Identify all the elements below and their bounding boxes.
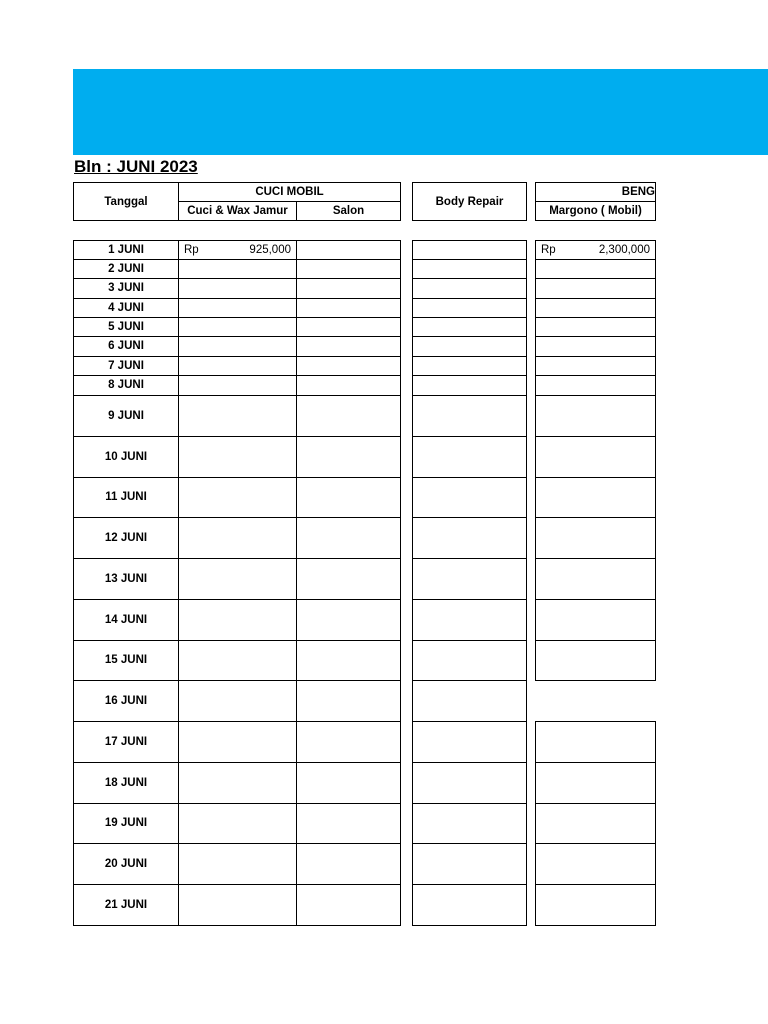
cell-cuci-wax [179, 517, 297, 559]
cell-salon [297, 259, 401, 279]
row-date: 7 JUNI [73, 356, 179, 376]
row-date: 6 JUNI [73, 336, 179, 357]
cell-cuci-wax [179, 356, 297, 376]
cell-cuci-wax [179, 240, 297, 260]
row-date: 17 JUNI [73, 721, 179, 763]
cell-cuci-wax [179, 259, 297, 279]
cell-bengkel [535, 721, 656, 763]
cell-body-repair [412, 298, 527, 318]
cell-cuci-wax [179, 336, 297, 357]
cell-cuci-wax [179, 395, 297, 437]
cell-body-repair [412, 680, 527, 722]
cell-salon [297, 278, 401, 299]
cell-cuci-wax [179, 640, 297, 681]
currency-label: Rp [541, 244, 556, 256]
cell-cuci-wax [179, 884, 297, 926]
cell-body-repair [412, 395, 527, 437]
cell-body-repair [412, 356, 527, 376]
cell-bengkel [535, 436, 656, 478]
cell-salon [297, 356, 401, 376]
cell-bengkel [535, 259, 656, 279]
cell-salon [297, 298, 401, 318]
row-date: 16 JUNI [73, 680, 179, 722]
page-title: Bln : JUNI 2023 [74, 157, 198, 176]
cell-salon [297, 762, 401, 804]
cell-salon [297, 436, 401, 478]
cell-salon [297, 477, 401, 518]
cell-bengkel [535, 336, 656, 357]
header-body-repair: Body Repair [412, 182, 527, 221]
cell-bengkel [535, 298, 656, 318]
cell-bengkel [535, 517, 656, 559]
row-date: 12 JUNI [73, 517, 179, 559]
cell-bengkel [535, 884, 656, 926]
cell-body-repair [412, 240, 527, 260]
cell-bengkel [535, 640, 656, 681]
cell-body-repair [412, 558, 527, 600]
row-date: 15 JUNI [73, 640, 179, 681]
cell-bengkel [535, 395, 656, 437]
cell-bengkel [535, 558, 656, 600]
cell-salon [297, 640, 401, 681]
cell-salon [297, 336, 401, 357]
cell-bengkel [535, 843, 656, 885]
cell-salon [297, 558, 401, 600]
cell-cuci-wax [179, 375, 297, 396]
cell-cuci-wax [179, 558, 297, 600]
cell-body-repair [412, 721, 527, 763]
cell-cuci-wax [179, 298, 297, 318]
row-date: 5 JUNI [73, 317, 179, 337]
row-date: 21 JUNI [73, 884, 179, 926]
cell-bengkel [535, 599, 656, 641]
cell-salon [297, 517, 401, 559]
cell-cuci-wax [179, 436, 297, 478]
row-date: 14 JUNI [73, 599, 179, 641]
row-date: 20 JUNI [73, 843, 179, 885]
cell-bengkel [535, 240, 656, 260]
header-salon: Salon [297, 201, 401, 221]
cell-body-repair [412, 278, 527, 299]
header-bengkel: BENG [535, 182, 656, 202]
row-date: 3 JUNI [73, 278, 179, 299]
row-date: 8 JUNI [73, 375, 179, 396]
cell-salon [297, 803, 401, 844]
cell-cuci-wax [179, 843, 297, 885]
cell-salon [297, 317, 401, 337]
cell-cuci-wax [179, 803, 297, 844]
cell-bengkel [535, 375, 656, 396]
row-date: 10 JUNI [73, 436, 179, 478]
cell-body-repair [412, 436, 527, 478]
header-tanggal: Tanggal [73, 182, 179, 221]
cell-cuci-wax [179, 721, 297, 763]
cell-bengkel [535, 278, 656, 299]
row-date: 11 JUNI [73, 477, 179, 518]
cell-body-repair [412, 259, 527, 279]
cell-body-repair [412, 517, 527, 559]
cell-body-repair [412, 477, 527, 518]
row-date: 4 JUNI [73, 298, 179, 318]
cell-cuci-wax [179, 680, 297, 722]
cell-salon [297, 240, 401, 260]
cell-salon [297, 721, 401, 763]
row-date: 1 JUNI [73, 240, 179, 260]
cell-cuci-wax [179, 278, 297, 299]
cell-body-repair [412, 640, 527, 681]
cell-bengkel [535, 477, 656, 518]
cell-cuci-wax [179, 599, 297, 641]
header-margono: Margono ( Mobil) [535, 201, 656, 221]
cell-body-repair [412, 762, 527, 804]
row-date: 13 JUNI [73, 558, 179, 600]
cell-salon [297, 375, 401, 396]
header-banner [73, 69, 768, 155]
cell-cuci-wax [179, 762, 297, 804]
cell-salon [297, 680, 401, 722]
cell-bengkel [535, 803, 656, 844]
cell-body-repair [412, 803, 527, 844]
cell-salon [297, 884, 401, 926]
header-cuci-mobil: CUCI MOBIL [179, 182, 401, 202]
cell-cuci-wax [179, 317, 297, 337]
currency-label: Rp [184, 244, 199, 256]
cell-salon [297, 843, 401, 885]
amount-value: 2,300,000 [598, 244, 650, 256]
cell-bengkel [535, 762, 656, 804]
cell-bengkel [535, 356, 656, 376]
cell-bengkel [535, 317, 656, 337]
row-date: 19 JUNI [73, 803, 179, 844]
cell-salon [297, 395, 401, 437]
cell-body-repair [412, 843, 527, 885]
row-date: 9 JUNI [73, 395, 179, 437]
amount-value: 925,000 [249, 244, 291, 256]
header-cuci-wax: Cuci & Wax Jamur [179, 201, 297, 221]
cell-body-repair [412, 375, 527, 396]
cell-body-repair [412, 599, 527, 641]
cell-body-repair [412, 317, 527, 337]
row-date: 2 JUNI [73, 259, 179, 279]
cell-body-repair [412, 884, 527, 926]
cell-salon [297, 599, 401, 641]
row-date: 18 JUNI [73, 762, 179, 804]
cell-cuci-wax [179, 477, 297, 518]
cell-body-repair [412, 336, 527, 357]
